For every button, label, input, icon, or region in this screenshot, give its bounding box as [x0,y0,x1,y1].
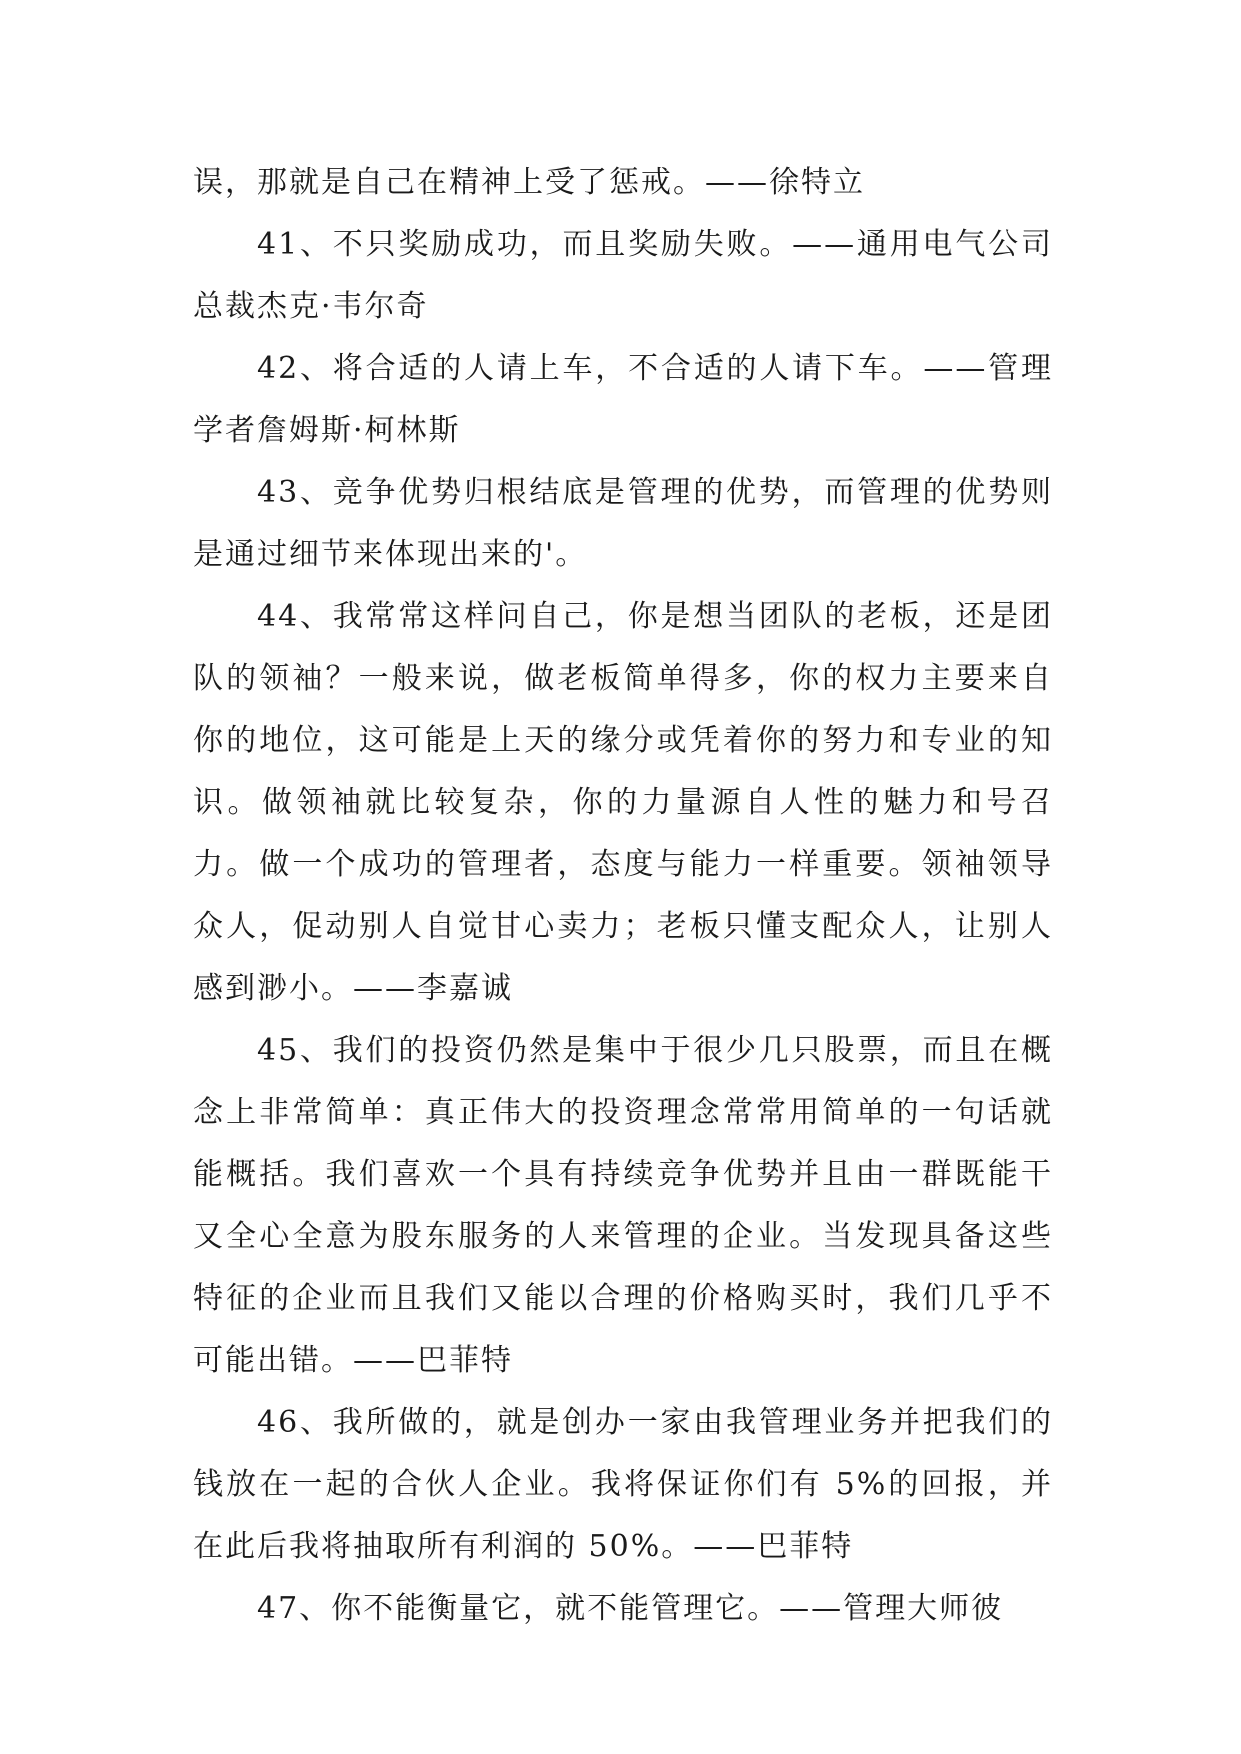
quote-44: 44、我常常这样问自己，你是想当团队的老板，还是团队的领袖？一般来说，做老板简单得多，你的权力主要来自你的地位，这可能是上天的缘分或凭着你的努力和专业的知识。做领袖就比较复杂，你的力量源自人性的魅力和号召力。做一个成功的管理者，态度与能力一样重要。领袖领导众人，促动别人自觉甘心卖力；老板只懂支配众人，让别人感到渺小。——李嘉诚 [193,599,1053,1006]
quote-47: 47、你不能衡量它，就不能管理它。——管理大师彼 [257,1591,1004,1626]
paragraph-continuation: 误，那就是自己在精神上受了惩戒。——徐特立 [193,165,865,200]
quote-45: 45、我们的投资仍然是集中于很少几只股票，而且在概念上非常简单：真正伟大的投资理念常常用简单的一句话就能概括。我们喜欢一个具有持续竞争优势并且由一群既能干又全心全意为股东服务的人来管理的企业。当发现具备这些特征的企业而且我们又能以合理的价格购买时，我们几乎不可能出错。——巴菲特 [193,1033,1053,1378]
quote-43: 43、竞争优势归根结底是管理的优势，而管理的优势则是通过细节来体现出来的'。 [193,475,1053,572]
quote-41: 41、不只奖励成功，而且奖励失败。——通用电气公司总裁杰克·韦尔奇 [193,227,1053,324]
quote-42: 42、将合适的人请上车，不合适的人请下车。——管理学者詹姆斯·柯林斯 [193,351,1053,448]
document-body [193,152,1053,1640]
quote-46: 46、我所做的，就是创办一家由我管理业务并把我们的钱放在一起的合伙人企业。我将保证你们有 5%的回报，并在此后我将抽取所有利润的 50%。——巴菲特 [193,1405,1053,1564]
